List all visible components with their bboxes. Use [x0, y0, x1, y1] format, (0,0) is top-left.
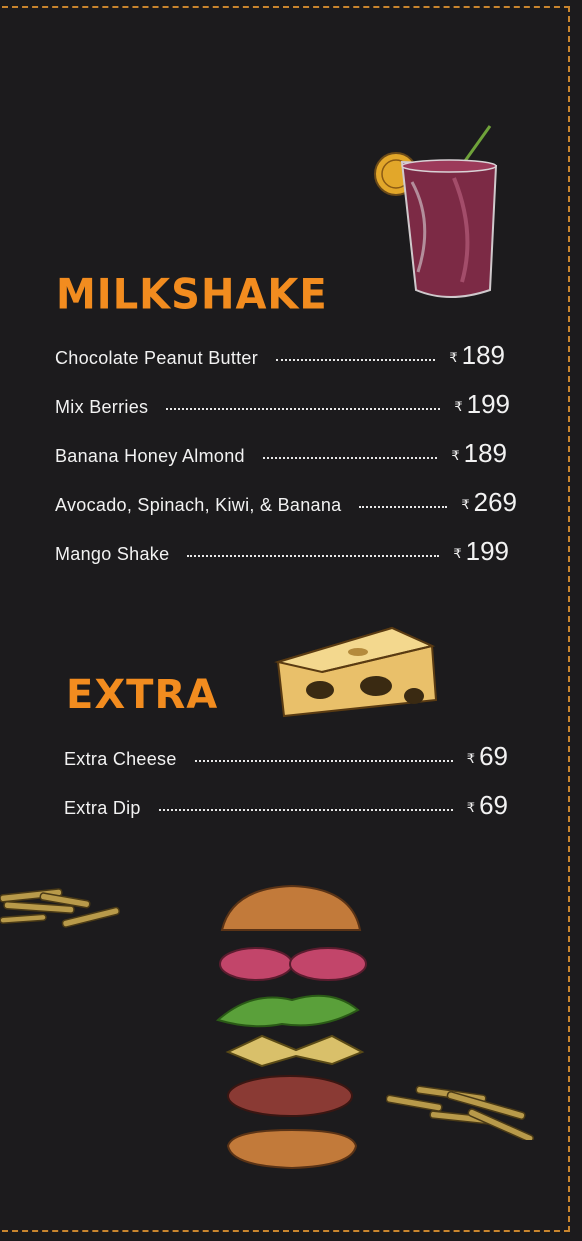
leader-dots	[166, 408, 440, 410]
leader-dots	[195, 760, 453, 762]
item-name: Mix Berries	[55, 397, 149, 417]
fries-icon	[0, 884, 124, 934]
item-name: Banana Honey Almond	[55, 446, 245, 466]
section-title-extra: EXTRA	[66, 672, 219, 718]
leader-dots	[276, 359, 435, 361]
item-name: Mango Shake	[55, 544, 170, 564]
item-price: ₹ 69	[466, 741, 508, 771]
leader-dots	[359, 506, 447, 508]
item-price: ₹ 189	[451, 438, 507, 468]
menu-item	[55, 536, 509, 567]
item-price: ₹ 189	[449, 340, 505, 370]
item-name: Extra Cheese	[64, 749, 177, 769]
item-price: ₹ 199	[453, 536, 509, 566]
menu-item	[55, 438, 507, 469]
item-name: Extra Dip	[64, 798, 141, 818]
menu-item	[55, 389, 510, 420]
leader-dots	[159, 809, 453, 811]
section-title-milkshake: MILKSHAKE	[56, 270, 328, 320]
leader-dots	[263, 457, 437, 459]
item-name: Chocolate Peanut Butter	[55, 348, 259, 368]
menu-item	[64, 741, 508, 772]
item-price: ₹ 69	[466, 790, 508, 820]
drink-glass-icon	[372, 122, 506, 304]
item-name: Avocado, Spinach, Kiwi, & Banana	[55, 495, 342, 515]
menu-item	[55, 340, 505, 371]
burger-illustration-icon	[212, 880, 372, 1180]
item-price: ₹ 199	[454, 389, 510, 419]
fries-icon	[386, 1084, 542, 1140]
menu-item	[55, 487, 517, 518]
item-price: ₹ 269	[461, 487, 517, 517]
cheese-wedge-icon	[272, 624, 442, 720]
menu-item	[64, 790, 508, 821]
leader-dots	[187, 555, 439, 557]
